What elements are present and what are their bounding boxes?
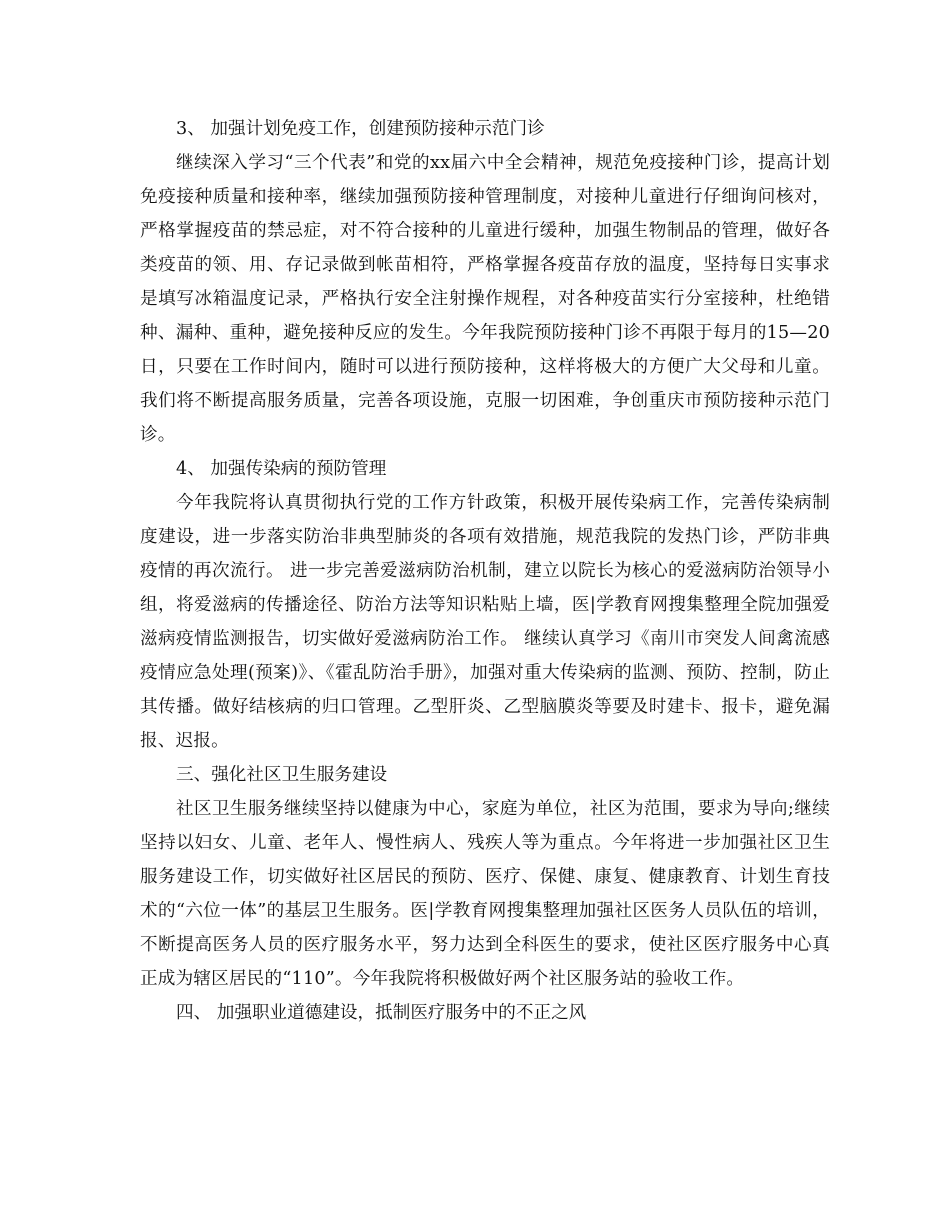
section-heading-community-health: 三、强化社区卫生服务建设 [176, 765, 388, 785]
section-heading-immunization: 3、 加强计划免疫工作，创建预防接种示范门诊 [176, 119, 545, 139]
paragraph-immunization: 继续深入学习“三个代表”和党的xx届六中全会精神，规范免疫接种门诊，提高计划免疫接种质量和接种率，继续加强预防接种管理制度，对接种儿童进行仔细询问核对，严格掌握疫苗的禁忌症，对不符合接种的儿童进行缓种，加强生物制品的管理，做好各类疫苗的领、用、存记录做到帐苗相符，严格掌握各疫苗存放的温度，坚持每日实事求是填写冰箱温度记录，严格执行安全注射操作规程，对各种疫苗实行分室接种，杜绝错种、漏种、重种，避免接种反应的发生。今年我院预防接种门诊不再限于每月的15—20日，只要在工作时间内，随时可以进行预防接种，这样将极大的方便广大父母和儿童。我们将不断提高服务质量，完善各项设施，克服一切困难，争创重庆市预防接种示范门诊。 [140, 153, 830, 445]
section-heading-infectious-disease: 4、 加强传染病的预防管理 [176, 459, 387, 479]
paragraph-community-health: 社区卫生服务继续坚持以健康为中心，家庭为单位，社区为范围，要求为导向;继续坚持以妇女、儿童、老年人、慢性病人、残疾人等为重点。今年将进一步加强社区卫生服务建设工作，切实做好社区居民的预防、医疗、保健、康复、健康教育、计划生育技术的“六位一体”的基层卫生服务。医|学教育网搜集整理加强社区医务人员队伍的培训，不断提高医务人员的医疗服务水平，努力达到全科医生的要求，使社区医疗服务中心真正成为辖区居民的“110”。今年我院将积极做好两个社区服务站的验收工作。 [140, 799, 830, 989]
document-body [140, 112, 830, 1030]
section-heading-professional-ethics: 四、 加强职业道德建设，抵制医疗服务中的不正之风 [176, 1003, 587, 1023]
paragraph-infectious-disease: 今年我院将认真贯彻执行党的工作方针政策，积极开展传染病工作，完善传染病制度建设，进一步落实防治非典型肺炎的各项有效措施，规范我院的发热门诊，严防非典疫情的再次流行。 进一步完善爱滋病防治机制，建立以院长为核心的爱滋病防治领导小组，将爱滋病的传播途径、防治方法等知识粘贴上墙，医|学教育网搜集整理全院加强爱滋病疫情监测报告，切实做好爱滋病防治工作。 继续认真学习《南川市突发人间禽流感疫情应急处理(预案)》、《霍乱防治手册》，加强对重大传染病的监测、预防、控制，防止其传播。做好结核病的归口管理。乙型肝炎、乙型脑膜炎等要及时建卡、报卡，避免漏报、迟报。 [140, 493, 830, 751]
